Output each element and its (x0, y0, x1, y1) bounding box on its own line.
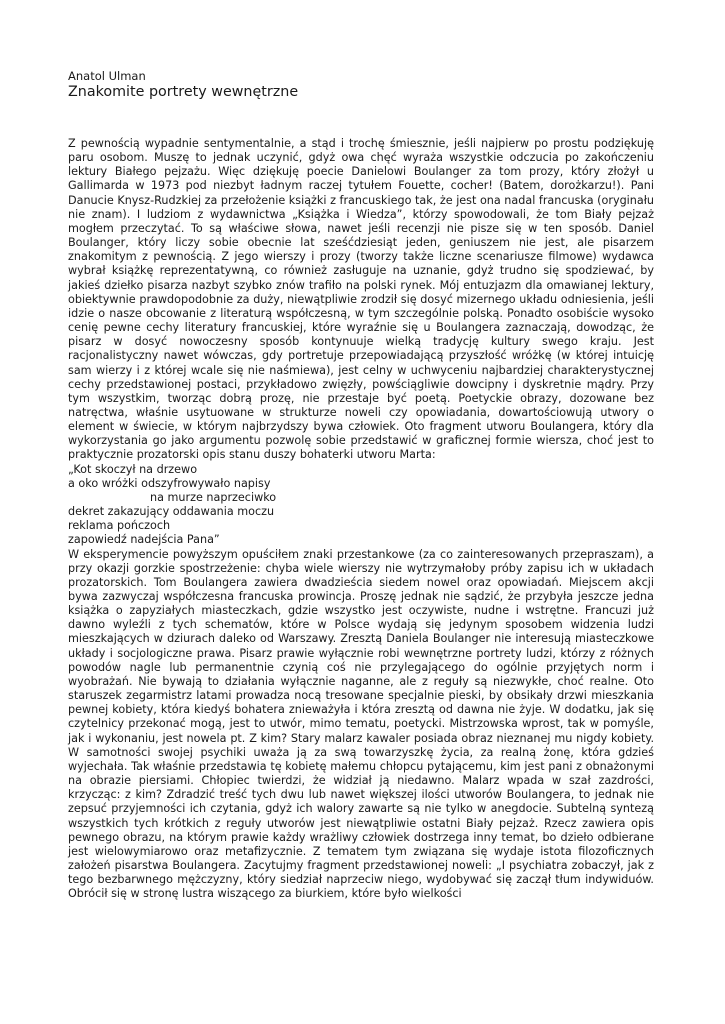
article-title: Znakomite portrety wewnętrzne (68, 84, 299, 100)
paragraph: Z pewnością wypadnie sentymentalnie, a stąd i trochę śmiesznie, jeśli najpierw po prostu podziękuję paru osobom. Muszę to jednak uczynić, gdyż owa chęć wyraża wszystkie odczucia po zakończeniu lektury Białego pejzażu. Więc dziękuję poecie Danielowi Boulanger za tom prozy, który złożył u Gallimarda w 1973 pod niezbyt ładnym raczej tytułem Fouette, cocher! (Batem, dorożkarzu!). Pani Danucie Knysz-Rudzkiej za przełożenie książki z francuskiego tak, że jest ona nadal francuska (oryginału nie znam). I ludziom z wydawnictwa „Książka i Wiedza”, którzy spowodowali, że tom Biały pejzaż mogłem przeczytać. To są właściwe słowa, nawet jeśli recenzji nie pisze się w ten sposób. Daniel Boulanger, który liczy sobie obecnie lat sześćdziesiąt jeden, geniuszem nie jest, ale pisarzem znakomitym z pewnością. Z jego wierszy i prozy (tworzy także liczne scenariusze filmowe) wydawca wybrał książkę reprezentatywną, co również zasługuje na uznanie, gdyż trudno się spodziewać, by jakieś dziełko pisarza nazbyt szybko znów trafiło na polski rynek. Mój entuzjazm dla omawianej lektury, obiektywnie prawdopodobnie za duży, niewątpliwie zrodził się dosyć mizernego układu odniesienia, jeśli idzie o nasze obcowanie z literaturą współczesną, w tym szczególnie polską. Ponadto osobiście wysoko cenię pewne cechy literatury francuskiej, które wyraźnie się u Boulangera zaznaczają, dowodząc, że pisarz w dosyć nowoczesny sposób kontynuuje wielką tradycję kultury swego kraju. Jest racjonalistyczny nawet wówczas, gdy portretuje przepowiadającą przyszłość wróżkę (w której intuicję sam wierzy i z której wcale się nie naśmiewa), jest celny w uchwyceniu najbardziej charakterystycznej cechy przedstawionej postaci, przykładowo zwięzły, powściągliwie dowcipny i dyskretnie mądry. Przy tym wszystkim, tworząc dobrą prozę, nie przestaje być poetą. Poetyckie obrazy, dozowane bez natręctwa, właśnie usytuowane w strukturze noweli czy opowiadania, dowartościowują utwory o element w świecie, w którym najbrzydszy bywa człowiek. Oto fragment utworu Boulangera, który dla wykorzystania go jako argumentu pozwolę sobie przedstawić w graficznej formie wiersza, choć jest to praktycznie prozatorski opis stanu duszy bohaterki utworu Marta: (68, 137, 654, 462)
paragraph: W eksperymencie powyższym opuściłem znaki przestankowe (za co zainteresowanych przepraszam), a przy okazji gorzkie spostrzeżenie: chyba wiele wierszy nie wytrzymałoby próby zapisu ich w układach prozatorskich. Tom Boulangera zawiera dwadzieścia siedem nowel oraz opowiadań. Miejscem akcji bywa zazwyczaj współczesna francuska prowincja. Proszę jednak nie sądzić, że przybyła jeszcze jedna książka o zapyziałych miasteczkach, gdzie wszystko jest oczywiste, nudne i wstrętne. Francuzi już dawno wyleźli z tych schematów, które w Polsce wydają się jedynym sposobem widzenia ludzi mieszkających w dziurach daleko od Warszawy. Zresztą Daniela Boulanger nie interesują miasteczkowe układy i socjologiczne prawa. Pisarz prawie wyłącznie robi wewnętrzne portrety ludzi, którzy z różnych powodów nagle lub permanentnie czynią coś nie przylegającego do ogólnie przyjętych norm i wyobrażań. Nie bywają to działania wyłącznie naganne, ale z reguły są niezwykłe, choć realne. Oto staruszek zegarmistrz latami prowadza nocą tresowane specjalnie pieski, by obsikały drzwi mieszkania pewnej kobiety, która kiedyś bohatera znieważyła i która zresztą od dawna nie żyje. W dodatku, jak się czytelnicy przekonać mogą, jest to utwór, mimo tematu, poetycki. Mistrzowska wprost, tak w pomyśle, jak i wykonaniu, jest nowela pt. Z kim? Stary malarz kawaler posiada obraz nieznanej mu nigdy kobiety. W samotności swojej psychiki uważa ją za swą towarzyszkę życia, za realną żonę, która gdzieś wyjechała. Tak właśnie przedstawia tę kobietę małemu chłopcu pytającemu, kim jest pani z obnażonymi na obrazie piersiami. Chłopiec twierdzi, że widział ją niedawno. Malarz wpada w szał zazdrości, krzycząc: z kim? Zdradzić treść tych dwu lub nawet większej ilości utworów Boulangera, to jednak nie zepsuć przyjemności ich czytania, gdyż ich walory zawarte są nie tylko w anegdocie. Subtelną syntezą wszystkich tych krótkich z reguły utworów jest niewątpliwie ostatni Biały pejzaż. Rzecz zawiera opis pewnego obrazu, na którym prawie każdy wrażliwy człowiek dostrzega inny temat, bo dzieło odbierane jest wielowymiarowo oraz metafizycznie. Z tematem tym związana się wydaje istota filozoficznych założeń pisarstwa Boulangera. Zacytujmy fragment przedstawionej noweli: „I psychiatra zobaczył, jak z tego bezbarwnego mężczyzny, który siedział naprzeciw niego, wydobywać się zaczął tłum indywiduów. Obrócił się w stronę lustra wiszącego za biurkiem, które było wielkości (68, 547, 654, 901)
poem-line: na murze naprzeciwko (150, 490, 277, 504)
poem-line: dekret zakazujący oddawania moczu (68, 505, 275, 519)
article-body (68, 137, 654, 901)
quoted-poem (68, 463, 654, 548)
author-name: Anatol Ulman (68, 69, 146, 83)
poem-line: „Kot skoczył na drzewo (68, 462, 198, 476)
document-page (68, 70, 654, 901)
poem-line: reklama pończoch (68, 519, 171, 533)
poem-line: zapowiedź nadejścia Pana” (68, 533, 220, 547)
poem-line: a oko wróżki odszyfrowywało napisy (68, 476, 271, 490)
